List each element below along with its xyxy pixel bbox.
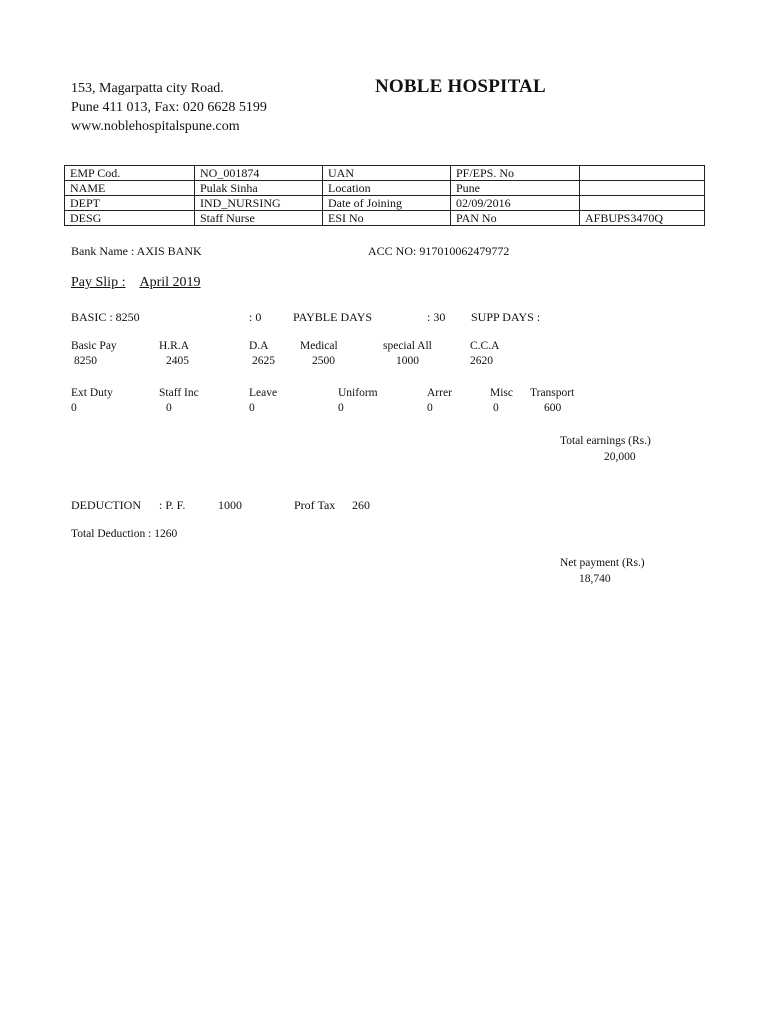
earn1-header-special-all: special All <box>383 340 432 352</box>
table-row-name <box>65 181 705 196</box>
table-cell: NO_001874 <box>195 166 323 181</box>
earn2-value-uniform: 0 <box>338 402 344 414</box>
table-cell: PAN No <box>451 211 580 226</box>
hospital-name: NOBLE HOSPITAL <box>375 76 546 97</box>
table-cell: DEPT <box>65 196 195 211</box>
total-earnings-label: Total earnings (Rs.) <box>560 435 651 447</box>
earn1-value-cca: 2620 <box>470 355 493 367</box>
earn2-header-transport: Transport <box>530 387 575 399</box>
table-cell: ESI No <box>323 211 451 226</box>
address-line-1: 153, Magarpatta city Road. <box>71 81 224 96</box>
deduction-label: DEDUCTION <box>71 498 141 512</box>
table-cell: Date of Joining <box>323 196 451 211</box>
pay-slip-period: April 2019 <box>139 275 201 290</box>
earn2-header-uniform: Uniform <box>338 387 378 399</box>
table-cell: Pune <box>451 181 580 196</box>
table-cell: DESG <box>65 211 195 226</box>
earn1-value-special-all: 1000 <box>396 355 419 367</box>
address-line-2: Pune 411 013, Fax: 020 6628 5199 <box>71 100 267 115</box>
earn2-value-transport: 600 <box>544 402 562 414</box>
pay-slip-label <box>71 275 201 291</box>
table-row-desg <box>65 211 705 226</box>
table-cell: EMP Cod. <box>65 166 195 181</box>
net-payment-label: Net payment (Rs.) <box>560 557 645 569</box>
bank-name: Bank Name : AXIS BANK <box>71 244 202 258</box>
earn2-header-leave: Leave <box>249 387 278 399</box>
employee-info-table <box>64 165 705 226</box>
earn2-value-arrer: 0 <box>427 402 433 414</box>
earn2-value-leave: 0 <box>249 402 255 414</box>
total-deduction: Total Deduction : 1260 <box>71 528 178 540</box>
earn1-value-basic-pay: 8250 <box>74 355 97 367</box>
earn2-value-misc: 0 <box>493 402 499 414</box>
account-number: ACC NO: 917010062479772 <box>368 244 510 258</box>
pf-label: : P. F. <box>159 498 186 512</box>
earn2-header-misc: Misc <box>490 387 513 399</box>
prof-tax-value: 260 <box>352 498 370 512</box>
total-earnings-value: 20,000 <box>604 451 636 463</box>
table-cell: Location <box>323 181 451 196</box>
table-row-dept <box>65 196 705 211</box>
pay-slip-title: Pay Slip : <box>71 275 126 290</box>
table-cell: UAN <box>323 166 451 181</box>
earn2-value-staff-inc: 0 <box>166 402 172 414</box>
payble-days-label: PAYBLE DAYS <box>293 310 373 324</box>
supp-days: SUPP DAYS : <box>471 310 541 324</box>
earn2-value-ext-duty: 0 <box>71 402 77 414</box>
earn1-header-basic-pay: Basic Pay <box>71 340 117 352</box>
table-cell: 02/09/2016 <box>451 196 580 211</box>
basic-summary: BASIC : 8250 <box>71 310 140 324</box>
table-row-emp-code <box>65 166 705 181</box>
table-cell: PF/EPS. No <box>451 166 580 181</box>
table-cell: NAME <box>65 181 195 196</box>
earn1-value-hra: 2405 <box>166 355 189 367</box>
table-cell <box>580 166 705 181</box>
earn1-header-cca: C.C.A <box>470 340 500 352</box>
earn1-header-hra: H.R.A <box>159 340 190 352</box>
earn2-header-arrer: Arrer <box>427 387 452 399</box>
basic-zero: : 0 <box>249 310 262 324</box>
website: www.noblehospitalspune.com <box>71 119 240 134</box>
earn1-header-da: D.A <box>249 340 269 352</box>
earn1-header-medical: Medical <box>300 340 338 352</box>
payble-days-value: : 30 <box>427 310 446 324</box>
earn2-header-staff-inc: Staff Inc <box>159 387 199 399</box>
table-cell: Pulak Sinha <box>195 181 323 196</box>
pf-value: 1000 <box>218 498 242 512</box>
earn2-header-ext-duty: Ext Duty <box>71 387 113 399</box>
table-cell: IND_NURSING <box>195 196 323 211</box>
earn1-value-da: 2625 <box>252 355 275 367</box>
table-cell <box>580 196 705 211</box>
prof-tax-label: Prof Tax <box>294 498 336 512</box>
earn1-value-medical: 2500 <box>312 355 335 367</box>
table-cell: AFBUPS3470Q <box>580 211 705 226</box>
net-payment-value: 18,740 <box>579 573 611 585</box>
table-cell: Staff Nurse <box>195 211 323 226</box>
table-cell <box>580 181 705 196</box>
